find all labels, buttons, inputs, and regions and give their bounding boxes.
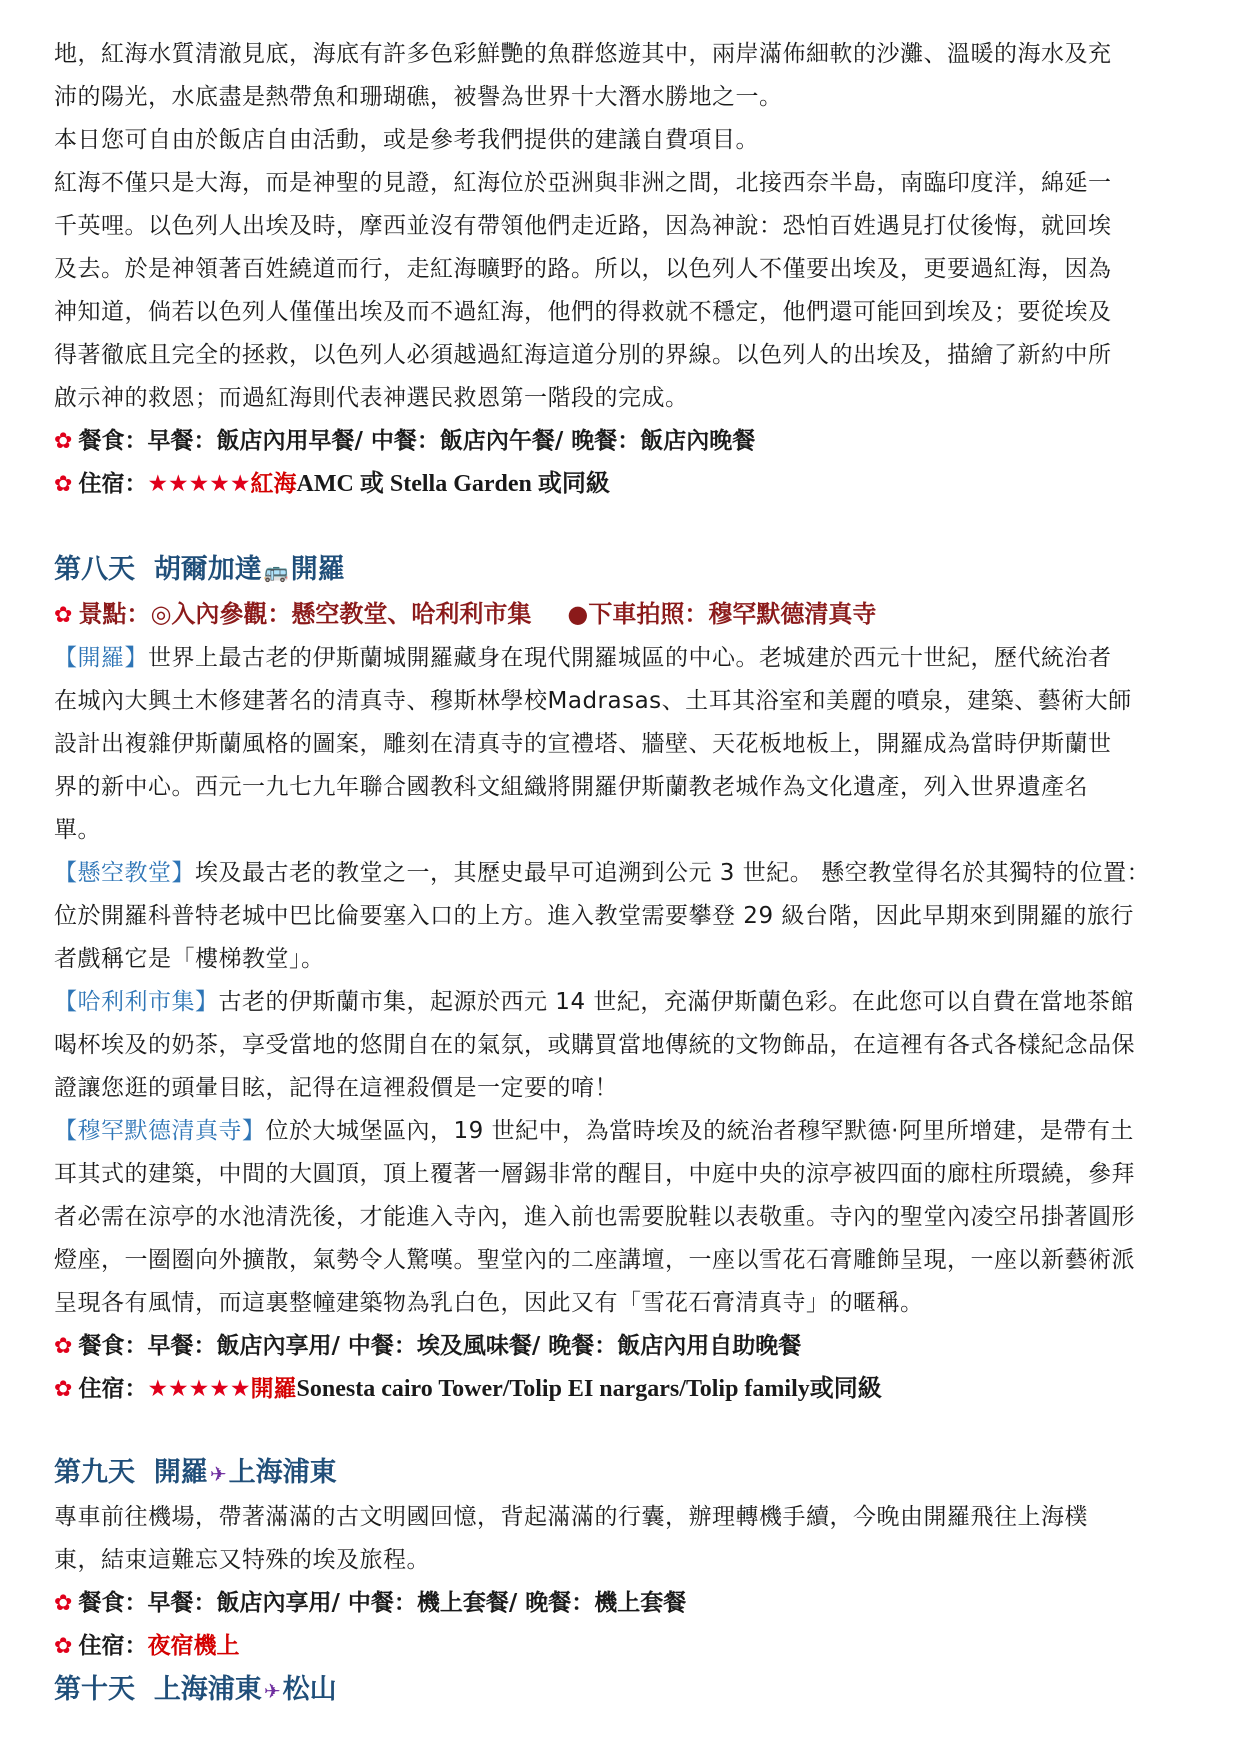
paragraph-line: 者戲稱它是「樓梯教堂」。 — [54, 946, 325, 972]
flower-icon: ✿ — [54, 1334, 73, 1359]
day7-meal-text: 餐食：早餐：飯店內用早餐/ 中餐：飯店內午餐/ 晚餐：飯店內晚餐 — [78, 428, 756, 454]
intro-line: 本日您可自由於飯店自由活動，或是參考我們提供的建議自費項目。 — [54, 127, 759, 153]
paragraph-line: 埃及最古老的教堂之一，其歷史最早可追溯到公元 3 世紀。 懸空教堂得名於其獨特的位置： — [195, 860, 1151, 886]
day8-sights-line — [54, 593, 1194, 637]
day8-hanging-church-paragraph — [54, 852, 1194, 981]
day9-meal-text: 餐食：早餐：飯店內享用/ 中餐：機上套餐/ 晚餐：機上套餐 — [78, 1590, 687, 1616]
paragraph-line: 在城內大興土木修建著名的清真寺、穆斯林學校Madrasas、土耳其浴室和美麗的噴泉，建築、藝術大師 — [54, 688, 1132, 714]
paragraph-line: 設計出複雜伊斯蘭風格的圖案，雕刻在清真寺的宣禮塔、牆壁、天花板地板上，開羅成為當時伊斯蘭世 — [54, 731, 1112, 757]
day8-hotel-line — [54, 1368, 1194, 1411]
intro-line: 得著徹底且完全的拯救，以色列人必須越過紅海這道分別的界線。以色列人的出埃及，描繪了新約中所 — [54, 342, 1112, 368]
paragraph-line: 證讓您逛的頭暈目眩，記得在這裡殺價是一定要的唷！ — [54, 1075, 618, 1101]
day9-to: 上海浦東 — [228, 1457, 337, 1488]
sights-prefix: 景點： — [78, 600, 151, 628]
intro-line: 千英哩。以色列人出埃及時，摩西並沒有帶領他們走近路，因為神說：恐怕百姓遇見打仗後悔，就回埃 — [54, 213, 1112, 239]
day8-mosque-paragraph — [54, 1110, 1194, 1325]
day8-to: 開羅 — [290, 554, 345, 585]
paragraph-line: 喝杯埃及的奶茶，享受當地的悠閒自在的氣氛，或購買當地傳統的文物飾品，在這裡有各式各樣紀念品保 — [54, 1032, 1135, 1058]
paragraph-tag: 【開羅】 — [54, 645, 148, 671]
day10-to: 松山 — [282, 1674, 337, 1705]
day8-meal-text: 餐食：早餐：飯店內享用/ 中餐：埃及風味餐/ 晚餐：飯店內用自助晚餐 — [78, 1333, 802, 1359]
paragraph-tag: 【穆罕默德清真寺】 — [54, 1118, 266, 1144]
day9-line: 專車前往機場，帶著滿滿的古文明國回憶，背起滿滿的行囊，辦理轉機手續，今晚由開羅飛往上海樸 — [54, 1504, 1088, 1530]
day9-hotel-value: 夜宿機上 — [147, 1633, 240, 1659]
day9-meal-line — [54, 1582, 1194, 1625]
paragraph-line: 呈現各有風情，而這裏整幢建築物為乳白色，因此又有「雪花石膏清真寺」的暱稱。 — [54, 1290, 924, 1316]
day8-hotel-prefix: 住宿： — [78, 1376, 148, 1402]
day8-cairo-paragraph — [54, 637, 1194, 852]
paragraph-line: 位於開羅科普特老城中巴比倫要塞入口的上方。進入教堂需要攀登 29 級台階，因此早期來到開羅的旅行 — [54, 903, 1134, 929]
sights-photo: 下車拍照：穆罕默德清真寺 — [588, 600, 877, 628]
plane-icon: ✈ — [263, 1679, 281, 1703]
paragraph-line: 者必需在涼亭的水池清洗後，才能進入寺內，進入前也需要脫鞋以表敬重。寺內的聖堂內凌空吊掛著圓形 — [54, 1204, 1135, 1230]
day9-label: 第九天 — [54, 1457, 135, 1488]
day8-meal-line — [54, 1325, 1194, 1368]
day7-hotel-line — [54, 463, 1194, 506]
intro-line: 地，紅海水質清澈見底，海底有許多色彩鮮艷的魚群悠遊其中，兩岸滿佈細軟的沙灘、溫暖的海水及充 — [54, 41, 1112, 67]
paragraph-tag: 【懸空教堂】 — [54, 860, 195, 886]
dot-icon: ● — [567, 600, 589, 628]
day7-meal-line — [54, 420, 1194, 463]
itinerary-page — [54, 33, 1194, 1713]
day8-khan-khalili-paragraph — [54, 981, 1194, 1110]
flower-icon: ✿ — [54, 603, 73, 628]
day8-hotel-names: Sonesta cairo Tower/Tolip EI nargars/Tolip family或同級 — [296, 1376, 882, 1402]
star-rating: ★★★★★ — [147, 471, 251, 497]
flower-icon: ✿ — [54, 1634, 73, 1659]
day8-hotel-city: 開羅 — [250, 1376, 297, 1402]
intro-line: 紅海不僅只是大海，而是神聖的見證，紅海位於亞洲與非洲之間，北接西奈半島，南臨印度洋，綿延一 — [54, 170, 1112, 196]
flower-icon: ✿ — [54, 429, 73, 454]
intro-line: 神知道，倘若以色列人僅僅出埃及而不過紅海，他們的得救就不穩定，他們還可能回到埃及；要從埃及 — [54, 299, 1112, 325]
plane-icon: ✈ — [209, 1462, 227, 1486]
day7-hotel-names: AMC 或 Stella Garden 或同級 — [296, 471, 610, 497]
day7-hotel-prefix: 住宿： — [78, 471, 148, 497]
star-rating: ★★★★★ — [147, 1376, 251, 1402]
day9-heading — [54, 1451, 1194, 1496]
bus-icon: 🚌 — [263, 559, 289, 583]
paragraph-line: 界的新中心。西元一九七九年聯合國教科文組織將開羅伊斯蘭教老城作為文化遺產，列入世界遺產名 — [54, 774, 1088, 800]
day7-hotel-city: 紅海 — [250, 471, 297, 497]
paragraph-line: 古老的伊斯蘭市集，起源於西元 14 世紀，充滿伊斯蘭色彩。在此您可以自費在當地茶館 — [218, 989, 1134, 1015]
sights-visit: 入內參觀：懸空教堂、哈利利市集 — [171, 600, 532, 628]
paragraph-line: 位於大城堡區內，19 世紀中，為當時埃及的統治者穆罕默德·阿里所增建，是帶有土 — [265, 1118, 1134, 1144]
paragraph-line: 燈座，一圈圈向外擴散，氣勢令人驚嘆。聖堂內的二座講壇，一座以雪花石膏雕飾呈現，一座以新藝術派 — [54, 1247, 1135, 1273]
paragraph-line: 世界上最古老的伊斯蘭城開羅藏身在現代開羅城區的中心。老城建於西元十世紀，歷代統治者 — [148, 645, 1112, 671]
flower-icon: ✿ — [54, 472, 73, 497]
flower-icon: ✿ — [54, 1377, 73, 1402]
day9-hotel-line — [54, 1625, 1194, 1668]
paragraph-line: 單。 — [54, 817, 101, 843]
intro-line: 沛的陽光，水底盡是熱帶魚和珊瑚礁，被譽為世界十大潛水勝地之一。 — [54, 84, 783, 110]
day10-label: 第十天 — [54, 1674, 135, 1705]
day8-label: 第八天 — [54, 554, 135, 585]
paragraph-line: 耳其式的建築，中間的大圓頂，頂上覆著一層錫非常的醒目，中庭中央的涼亭被四面的廊柱所環繞，參拜 — [54, 1161, 1135, 1187]
flower-icon: ✿ — [54, 1591, 73, 1616]
day10-heading — [54, 1668, 1194, 1713]
intro-section — [54, 33, 1194, 420]
day9-line: 東，結束這難忘又特殊的埃及旅程。 — [54, 1547, 430, 1573]
intro-line: 及去。於是神領著百姓繞道而行，走紅海曠野的路。所以，以色列人不僅要出埃及，更要過紅海，因為 — [54, 256, 1112, 282]
paragraph-tag: 【哈利利市集】 — [54, 989, 219, 1015]
day9-from: 開羅 — [153, 1457, 208, 1488]
day8-heading — [54, 548, 1194, 593]
day8-from: 胡爾加達 — [153, 554, 262, 585]
bullseye-icon: ◎ — [150, 600, 172, 628]
day9-hotel-prefix: 住宿： — [78, 1633, 148, 1659]
intro-line: 啟示神的救恩；而過紅海則代表神選民救恩第一階段的完成。 — [54, 385, 689, 411]
day10-from: 上海浦東 — [153, 1674, 262, 1705]
